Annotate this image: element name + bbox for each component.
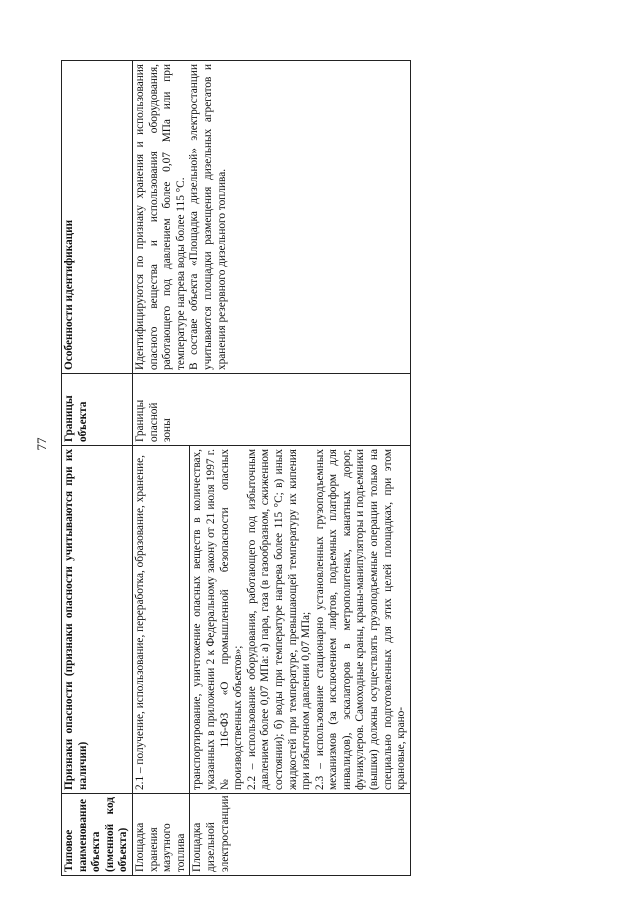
identification-table	[61, 60, 411, 876]
cell-object-name: Площадка дизельной электростанции	[190, 794, 411, 876]
page-number: 77	[34, 437, 49, 451]
table-row	[132, 61, 189, 876]
signs-paragraph: 2.3 – использование стационарно установленных грузоподъемных механизмов (за исключением лифтов, подъемных платформ для инвалидов), эскалаторов в метрополитенах, канатных дорог, фуникулеров. Самоходные краны, краны-манипуляторы и подъемники (вышки) должны осуществлять грузоподъемные операции только на специально подготовленных для этих целей площадках, при этом крановые, крано-	[313, 449, 408, 790]
signs-paragraph: 2.2 – использование оборудования, работающего под избыточным давлением более 0,07 МПа: а) пара, газа (в газообразном, сжиженном состоянии); б) воды при температуре нагрева более 115 °С; в) иных жидкостей при температуре, превышающей температуру их кипения при избыточном давлении 0,07 МПа;	[245, 449, 313, 790]
cell-hazard-signs	[190, 446, 411, 794]
rotated-table-container	[61, 61, 565, 876]
cell-identification-features	[132, 61, 410, 374]
table-header-row	[62, 61, 133, 876]
header-object-bounds: Границы объекта	[62, 374, 133, 446]
header-hazard-signs: Признаки опасности (признаки опасности учитываются при их наличии)	[62, 446, 133, 794]
signs-paragraph: транспортирование, уничтожение опасных веществ в количествах, указанных в приложении 2 к Федеральному закону от 21 июля 1997 г. № 116-ФЗ «О промышленной безопасности опасных производственных объектов»;	[191, 449, 245, 790]
cell-object-name: Площадка хранения мазутного топлива	[132, 794, 189, 876]
features-paragraph: В составе объекта «Площадка дизельной» электростанции учитываются площадки размещения дизельных агрегатов и хранения резервного дизельного топлива.	[188, 64, 228, 370]
cell-hazard-signs: 2.1 – получение, использование, переработка, образование, хранение,	[132, 446, 189, 794]
cell-object-bounds: Границы опасной зоны	[132, 374, 410, 446]
features-paragraph: Идентифицируются по признаку хранения и использования опасного вещества и использования оборудования, работающего под давлением более 0,07 МПа или при температуре нагрева воды более 115 °С.	[133, 64, 187, 370]
header-identification-features: Особенности идентификации	[62, 61, 133, 374]
header-object-name: Типовое наименование объекта (именной код объекта)	[62, 794, 133, 876]
